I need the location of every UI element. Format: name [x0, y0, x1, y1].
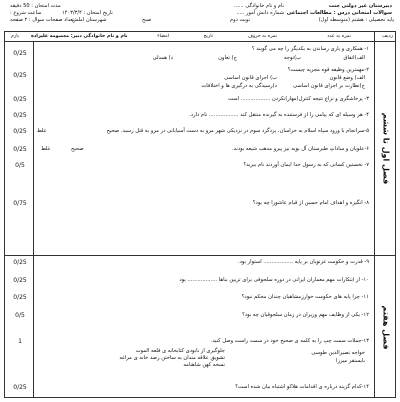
- question-text: ۱۰- از ابتکارات مهم معماران ایرانی در دوره سلجوقی برای تزیین بناها .................. بود: [179, 277, 369, 283]
- exam-page: [4, 2, 396, 398]
- section-title-2: فصل هفتم: [380, 305, 390, 349]
- date-field[interactable]: تاریخ: [203, 34, 213, 39]
- question-score: 0/5: [15, 312, 25, 319]
- question-text: ۱- همکاری و یاری رساندن به یکدیگر را چه می گویند ؟: [251, 46, 369, 52]
- grade-label: پایه تحصیلی : هشتم (متوسطه اول): [318, 17, 394, 23]
- question-text: ۴- هر وسیله ای که پیامی را از فرستنده به گیرنده منتقل کند .................. نام دارد.: [189, 112, 369, 118]
- false-option[interactable]: غلط: [37, 128, 47, 134]
- question-score: 0/75: [13, 200, 27, 207]
- option-a[interactable]: الف) وضع قانون: [329, 75, 365, 81]
- exam-duration: مدت امتحان : 50 دقیقه: [10, 3, 61, 9]
- question-table: [4, 31, 396, 398]
- question-text: ۲-مهمترین وظیفه قوه مجریه چیست؟: [287, 67, 369, 73]
- exam-subject: سوالات امتحانی درس : مطالعات اجتماعی: [286, 10, 392, 16]
- score-words-field[interactable]: نمره به حروف: [247, 34, 277, 39]
- question-score: 0/25: [13, 294, 27, 301]
- shift-label: صبح: [142, 17, 152, 23]
- matching-left-item[interactable]: تشویق علاقه مندان به ساختن رصد خانه ی مراغه: [119, 355, 225, 361]
- signature-field[interactable]: امضاء: [157, 34, 169, 39]
- question-score: 0/5: [15, 162, 25, 169]
- grading-bar: [5, 32, 395, 42]
- option-d[interactable]: د)رسیدگی به درگیری ها و اختلافات: [201, 83, 277, 89]
- question-score: 0/25: [13, 72, 27, 79]
- option-c[interactable]: ج)نظارت بر اجرای قانون اساسی: [293, 83, 365, 89]
- row-column-header: ردیف: [382, 34, 393, 39]
- question-score: 0/25: [13, 96, 27, 103]
- section-divider: [374, 32, 375, 397]
- question-text: ۵-سرانجام با ورود سپاه اسلام به خراسان، یزدگرد سوم در نزدیکی شهر مرو به دست آسیابانی در مرو به قتل رسید. صحیح: [106, 128, 369, 134]
- question-score: 0/25: [13, 384, 27, 391]
- option-a[interactable]: الف)اتفاق: [343, 55, 365, 61]
- term-label: نوبت دوم: [230, 17, 250, 23]
- page-count: تعداد صفحات سوال : ۲ صفحه: [10, 17, 75, 23]
- section-separator: [5, 255, 395, 256]
- question-text: ۱۳-جملات سمت چپ را به کلمه ی صحیح خود در سمت راست وصل کنید.: [210, 338, 369, 344]
- question-text: ۱۴-کدام گزینه درباره ی اقدامات هلاکو اشتباه بیان شده است؟: [235, 384, 369, 390]
- option-b[interactable]: ب) اجرای قانون اساسی: [224, 75, 277, 81]
- option-c[interactable]: ج) تعاون: [218, 55, 237, 61]
- score-column-header: بارم: [11, 34, 20, 39]
- true-option[interactable]: صحیح: [71, 146, 84, 152]
- teacher-name: نام و نام خانوادگی دبیر: معصومه علیزاده: [31, 34, 128, 39]
- option-b[interactable]: ب)توجه: [283, 55, 301, 61]
- exam-date: تاریخ امتحان : ۱۴۰۳/۳/۴: [62, 10, 113, 16]
- question-score: 1: [18, 338, 22, 345]
- score-number-field[interactable]: نمره به عدد: [327, 34, 351, 39]
- matching-right-item[interactable]: بایسنقر میرزا: [336, 358, 365, 364]
- question-text: ۷- نخستین کسانی که به رسول خدا ایمان آوردند نام ببرید؟: [243, 162, 369, 168]
- section-title-1: فصل اول تا ششم: [381, 112, 390, 184]
- student-number-field[interactable]: شماره دانش آموز .....: [236, 10, 284, 16]
- question-score: 0/25: [13, 146, 27, 153]
- question-text: ۸- انگیزه و اهداف امام حسین از قیام عاشورا چه بود؟: [252, 200, 369, 206]
- matching-right-item[interactable]: خواجه نصیرالدین طوسی: [311, 350, 365, 356]
- question-text: ۱۱- چرا پایه های حکومت خوارزمشاهیان چندان محکم نبود؟: [241, 294, 369, 300]
- question-score: 0/25: [13, 50, 27, 57]
- score-divider: [33, 41, 34, 397]
- question-score: 0/25: [13, 128, 27, 135]
- question-text: ۶-علویان و ساداتِ طبرستان آل بویه نیز پیرو مذهب شیعه بودند.: [232, 146, 369, 152]
- question-text: ۹- قدرت و حکومت غزنویان بر پایه .................. استوار بود.: [237, 259, 369, 265]
- city-label: شهرستان املش: [72, 17, 107, 23]
- false-option[interactable]: غلط: [41, 146, 51, 152]
- question-text: ۳- پرخاشگری و نزاع نتیجه کنترل(مهار)نکردن .................. است: [228, 96, 369, 102]
- exam-header: [4, 2, 396, 29]
- school-name: دبیرستان غیر دولتی جنت: [328, 3, 392, 9]
- question-score: 0/25: [13, 259, 27, 266]
- question-score: 0/25: [13, 112, 27, 119]
- student-name-field[interactable]: نام و نام خانوادگی ......: [233, 3, 284, 9]
- matching-left-item[interactable]: جلوگیری از نابودی کتابخانه ی قلعه الموت: [135, 348, 225, 354]
- question-score: 0/25: [13, 277, 27, 284]
- option-d[interactable]: د) همدلی: [152, 55, 173, 61]
- matching-left-item[interactable]: نسخه کهن شاهنامه: [183, 362, 225, 368]
- start-time: ساعت شروع :: [10, 10, 42, 16]
- question-text: ۱۲- یکی از وظایف مهم وزیران در زمان سلجوقیان چه بود؟: [242, 312, 369, 318]
